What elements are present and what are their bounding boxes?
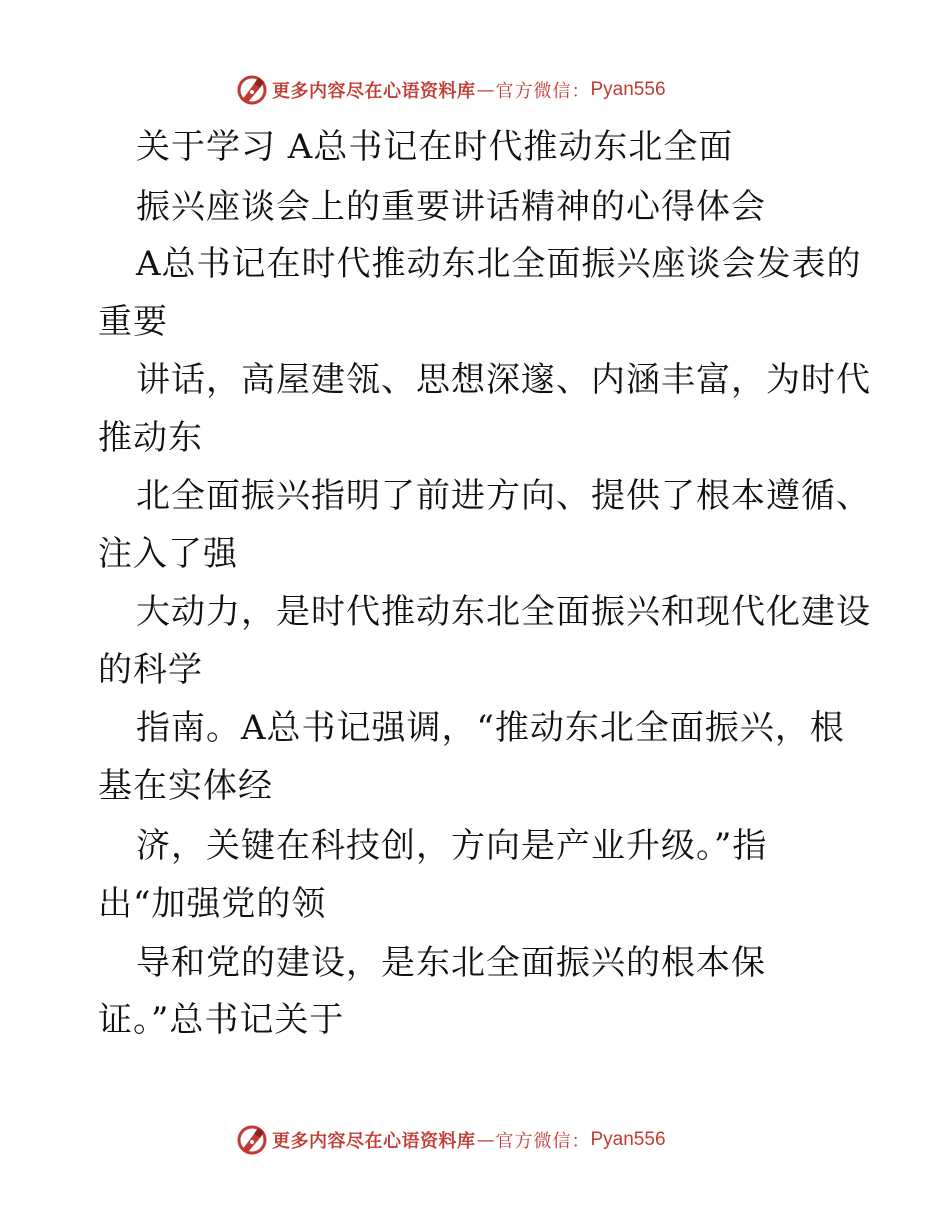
paragraph-line: A总书记在时代推动东北全面振兴座谈会发表的	[136, 244, 862, 284]
paragraph-line: 指南。A总书记强调，“推动东北全面振兴，根	[136, 708, 845, 748]
paragraph-line: 讲话，高屋建瓴、思想深邃、内涵丰富，为时代	[136, 360, 871, 400]
watermark-wechat-id: Pyan556	[590, 79, 666, 100]
watermark-wechat-id: Pyan556	[590, 1129, 666, 1150]
footer-watermark	[236, 1123, 666, 1157]
watermark-wechat-label: 官方微信：	[495, 1131, 591, 1152]
watermark-wechat-label: 官方微信：	[495, 81, 591, 102]
paragraph-line: 的科学	[98, 650, 203, 690]
watermark-dash: —	[476, 1129, 495, 1151]
paragraph-line: 北全面振兴指明了前进方向、提供了根本遵循、	[136, 476, 871, 516]
paragraph-line: 推动东	[98, 418, 203, 458]
document-title-line-1: 关于学习 A总书记在时代推动东北全面	[136, 127, 734, 167]
paragraph-line: 导和党的建设，是东北全面振兴的根本保	[136, 943, 766, 983]
paragraph-line: 基在实体经	[98, 766, 273, 806]
paragraph-line: 出“加强党的领	[98, 884, 327, 924]
paragraph-line: 济，关键在科技创，方向是产业升级。”指	[136, 826, 768, 866]
pen-nib-circle-icon	[236, 74, 268, 106]
header-watermark	[236, 73, 666, 107]
paragraph-line: 证。”总书记关于	[98, 1000, 345, 1040]
watermark-dash: —	[476, 79, 495, 101]
paragraph-line: 注入了强	[98, 534, 238, 574]
pen-nib-circle-icon	[236, 1124, 268, 1156]
paragraph-line: 大动力，是时代推动东北全面振兴和现代化建设	[136, 592, 871, 632]
document-title-line-2: 振兴座谈会上的重要讲话精神的心得体会	[136, 187, 766, 227]
paragraph-line: 重要	[98, 302, 168, 342]
watermark-text: 更多内容尽在心语资料库	[272, 1131, 476, 1152]
watermark-text: 更多内容尽在心语资料库	[272, 81, 476, 102]
